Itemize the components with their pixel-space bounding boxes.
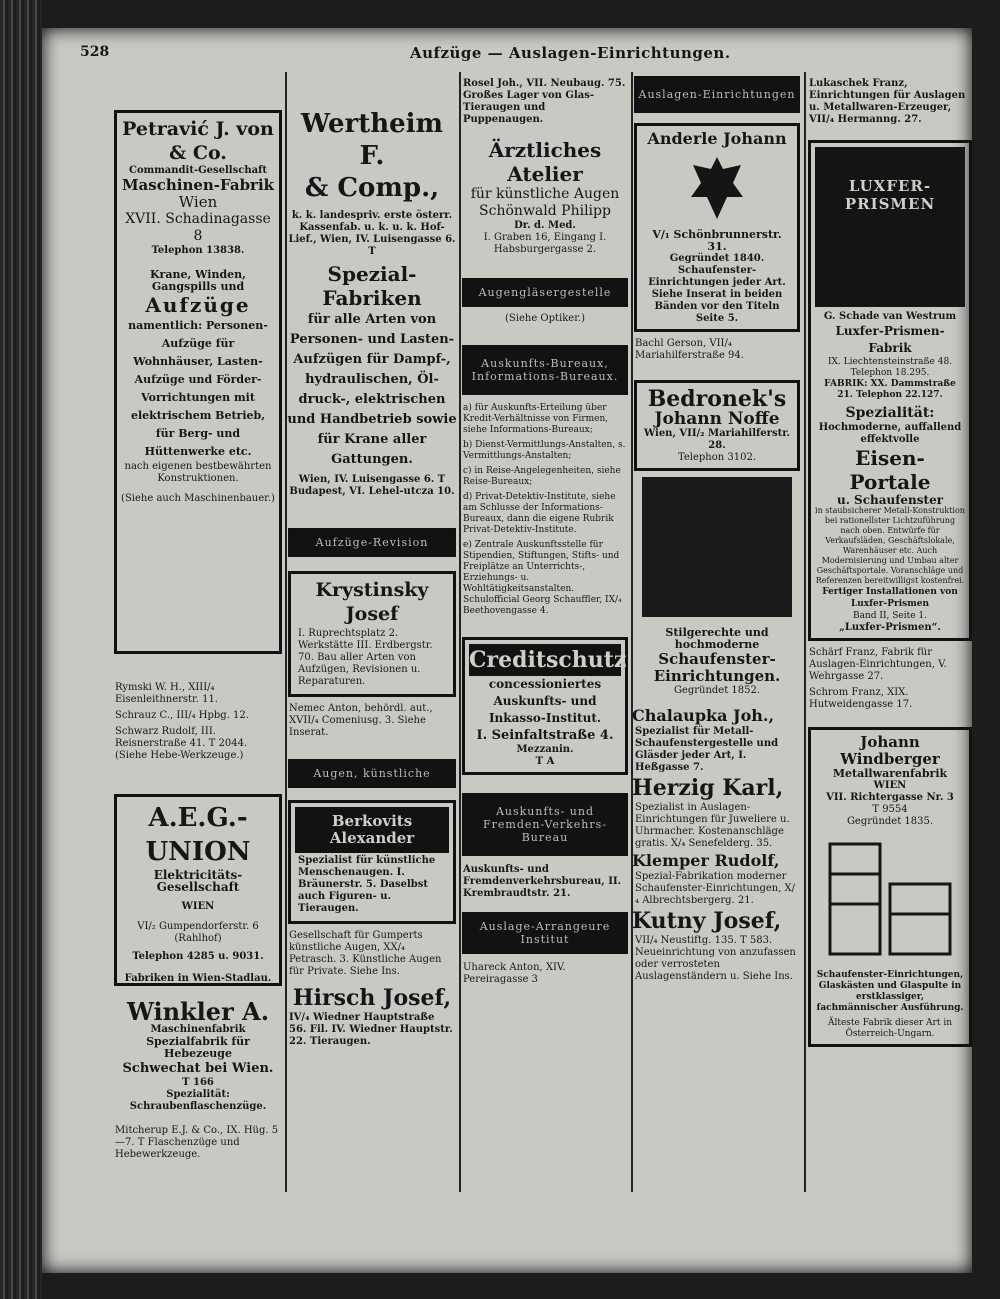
ad-title: Berkovits Alexander <box>295 807 449 853</box>
storefront-image <box>642 477 792 617</box>
ad-line: Dr. d. Med. <box>514 220 576 231</box>
list-item: a) für Auskunfts-Erteilung über Kredit-Verhältnisse von Firmen, siehe Informations-Bureaux; <box>463 403 609 435</box>
eagle-crest-icon <box>687 153 747 223</box>
ad-title: Krystinsky Josef <box>315 579 429 625</box>
ad-petravic <box>114 110 282 654</box>
ad-address: I. Seinfaltstraße 4. <box>476 728 614 743</box>
ad-subtitle: Commandit-Gesellschaft <box>129 165 267 176</box>
ad-line: Gegründet 1840. <box>669 253 765 264</box>
ad-body: IV/₄ Wiedner Hauptstraße 56. Fil. IV. Wiedner Hauptstr. 22. Tieraugen. <box>289 1012 453 1047</box>
ad-line: Fertiger Installationen von Luxfer-Prismen <box>822 587 958 609</box>
ad-city: WIEN <box>181 901 215 912</box>
list-item: d) Privat-Detektiv-Institute, siehe am Schlusse der Informations-Bureaux, dann die eigene Rubrik Privat-Detektiv-Institute. <box>463 492 616 535</box>
ad-body: nach eigenen bestbewährten Konstruktionen. <box>124 461 272 484</box>
entry: Auskunfts- und Fremdenverkehrsbureau, II. Krembraudtstr. 21. <box>463 864 622 899</box>
ad-anderle <box>634 123 800 332</box>
ad-title: Luxfer-Prismen-Fabrik <box>835 324 945 355</box>
ad-line: Spezialfabrik für Hebezeuge <box>146 1035 250 1060</box>
entry: Gesellschaft für Gumperts künstliche Augen, XX/₄ Petrasch. 3. Künstliche Augen für Private. Siehe Ins. <box>289 930 442 977</box>
column-3 <box>460 70 630 1190</box>
ad-winkler <box>112 997 284 1113</box>
ad-subtitle: Maschinenfabrik <box>150 1024 246 1035</box>
ad-headline: Aufzüge <box>145 293 251 317</box>
ad-line: Wien <box>178 193 218 211</box>
ad-reference: Siehe Inserat in beiden Bänden vor den Titeln Seite 5. <box>651 289 783 324</box>
ad-body: Schaufenster-Einrichtungen jeder Art. <box>648 265 786 288</box>
ad-title: Bedronek's <box>647 386 787 412</box>
entry: Schwarz Rudolf, III. Reisnerstraße 41. T 2044. (Siehe Hebe-Werkzeuge.) <box>115 726 248 761</box>
ad-title: Chalaupka Joh., <box>632 706 775 725</box>
ad-subtitle: Elektricitäts-Gesellschaft <box>153 868 243 894</box>
ad-line: u. Schaufenster <box>836 493 944 507</box>
entry: Mitcherup E.J. & Co., IX. Hüg. 5—7. T Flaschenzüge und Hebewerkzeuge. <box>115 1125 279 1160</box>
section-heading: Augen, künstliche <box>288 759 456 788</box>
ad-line: „Luxfer-Prismen“. <box>839 622 941 633</box>
ad-bedronek <box>634 380 800 471</box>
ad-title: Anderle Johann <box>647 129 787 148</box>
ad-line: Gegründet 1835. <box>846 816 934 827</box>
ad-address: Wien, VII/₂ Mariahilferstr. 28. <box>643 428 791 451</box>
ad-address: VI/₂ Gumpendorferstr. 6 (Rahlhof) <box>137 921 259 944</box>
ad-chalaupka <box>632 707 802 776</box>
ad-title: Ärztliches Atelier <box>488 138 602 186</box>
ad-luxfer <box>808 140 972 641</box>
ad-title: Herzig Karl, <box>632 775 784 801</box>
ad-stil <box>632 627 802 697</box>
ad-line: Spezialität: <box>845 405 935 421</box>
ad-reference: (Siehe auch Maschinenbauer.) <box>121 493 275 504</box>
ad-phone: T A <box>535 756 555 767</box>
ad-body: Schaufenster-Einrichtungen, Glaskästen und Glaspulte in erstklassiger, fachmännischer Ausführung. <box>816 970 964 1013</box>
ad-line: Stilgerechte und hochmoderne <box>665 626 769 651</box>
ad-hirsch <box>286 986 458 1050</box>
ad-herzig <box>632 776 802 852</box>
ad-address: I. Graben 16, Eingang I. Habsburgergasse 2. <box>483 232 607 255</box>
list-item: c) in Reise-Angelegenheiten, siehe Reise-Bureaux; <box>463 466 621 487</box>
ad-atelier <box>460 138 630 256</box>
ad-kutny <box>632 909 802 985</box>
section-heading: Aufzüge-Revision <box>288 528 456 557</box>
ad-title: A.E.G.-UNION <box>145 803 251 867</box>
ad-headline: Eisen-Portale <box>849 446 931 494</box>
column-5 <box>806 70 974 1190</box>
entry: Lukaschek Franz, Einrichtungen für Auslagen u. Metallwaren-Erzeuger, VII/₄ Hermanng. 27. <box>809 78 966 125</box>
list-item: e) Zentrale Auskunftsstelle für Stipendien, Stiftungen, Stifts- und Freiplätze an Unterrichts-, Erziehungs- u. Wohltätigkeitsanstalten. Schulofficial Georg Schauffler, IX/₄ Beethovengasse 4. <box>463 540 622 616</box>
ad-windberger <box>808 727 972 1047</box>
entry: Schärf Franz, Fabrik für Auslagen-Einrichtungen, V. Wehrgasse 27. <box>809 647 947 682</box>
ad-phone: Telephon 13838. <box>151 245 245 256</box>
ad-body: Spezialist in Auslagen-Einrichtungen für Juweliere u. Uhrmacher. Kostenanschläge gratis. X/₄ Senefelderg. 35. <box>635 802 790 849</box>
ad-body: in staubsicherer Metall-Konstruktion bei rationellster Lichtzuführung nach oben. Entwürfe für Verkaufsläden, Geschäftslokale, Warenhäuser etc. Auch Modernisierung und Umbau alter Geschäftsportale. Voranschläge und Referenzen bereitwilligst kostenfrei. <box>815 506 965 585</box>
ad-city: WIEN <box>873 780 907 791</box>
entry: Schrauz C., III/₄ Hpbg. 12. <box>115 710 249 721</box>
ad-body: Spezialität: Schraubenflaschenzüge. <box>129 1089 267 1112</box>
column-4 <box>632 70 802 1190</box>
reference: (Siehe Optiker.) <box>505 313 585 324</box>
section-heading: Auskunfts-Bureaux, Informations-Bureaux. <box>462 345 628 395</box>
ad-line: Schönwald Philipp <box>479 203 611 219</box>
ad-body: Spezialist für Metall-Schaufenstergestelle und Gläsder jeder Art, I. Heßgasse 7. <box>635 726 779 773</box>
ad-phone: T 9554 <box>872 804 908 815</box>
ad-logo: LUXFER-PRISMEN <box>815 147 965 307</box>
column-1 <box>112 70 284 1190</box>
ad-body: Spezialist für künstliche Menschenaugen. I. Bräunerstr. 5. Daselbst auch Figuren- u. Tieraugen. <box>298 855 436 914</box>
ad-body: Fabriken in Wien-Stadlau. <box>124 973 272 984</box>
entry: Rymski W. H., XIII/₄ Eisenleithnerstr. 11. <box>115 682 218 705</box>
ad-krystinsky <box>288 571 456 697</box>
ad-line: Schwechat bei Wien. <box>122 1061 274 1076</box>
ad-title: & Comp., <box>304 173 440 203</box>
ad-wertheim <box>286 108 458 498</box>
ad-subtitle: Metallwarenfabrik <box>832 767 948 780</box>
ad-creditschutz <box>462 637 628 775</box>
entry: Bachl Gerson, VII/₄ Mariahilferstraße 94. <box>635 338 744 361</box>
ad-subtitle: für künstliche Augen <box>470 186 620 202</box>
page-header <box>80 44 960 68</box>
ad-title: Klemper Rudolf, <box>632 851 780 870</box>
display-rack-icon <box>820 834 960 964</box>
ad-headline: Spezial-Fabriken <box>322 262 422 310</box>
entry: Uhareck Anton, XIV. Pereiragasse 3 <box>463 962 566 985</box>
ad-title: Winkler A. <box>126 997 270 1026</box>
ad-klemper <box>632 852 802 909</box>
section-heading: Auslagen-Einrichtungen <box>634 76 800 113</box>
section-heading: Auskunfts- und Fremden-Verkehrs-Bureau <box>462 793 628 856</box>
ad-phone: Telephon 4285 u. 9031. <box>132 951 264 962</box>
ad-line: Maschinen-Fabrik <box>121 176 275 194</box>
entry: Rosel Joh., VII. Neubaug. 75. Großes Lager von Glas-Tieraugen und Puppenaugen. <box>463 78 626 125</box>
ad-body: Spezial-Fabrikation moderner Schaufenster-Einrichtungen, X/₄ Albrechtsbergerg. 21. <box>635 871 796 906</box>
section-heading: Augengläsergestelle <box>462 278 628 307</box>
entry: Schrom Franz, XIX. Hutweidengasse 17. <box>809 687 913 710</box>
ad-title: Kutny Josef, <box>632 908 782 934</box>
ad-address: Wien, IV. Luisengasse 6. T <box>298 474 446 485</box>
ad-title: Johann Noffe <box>654 409 780 429</box>
ad-title: Petravić J. von & Co. <box>122 118 274 164</box>
ad-subtitle: concessioniertes Auskunfts- und Inkasso-Institut. <box>488 677 602 725</box>
ad-title: Creditschutz <box>469 644 621 676</box>
page-number: 528 <box>80 44 110 60</box>
entry: Nemec Anton, behördl. aut., XVII/₄ Comeniusg. 3. Siehe Inserat. <box>289 703 433 738</box>
ad-line: Hochmoderne, auffallend effektvolle <box>818 422 962 445</box>
ad-address: IX. Liechtensteinstraße 48. Telephon 18.295. <box>827 357 953 378</box>
ad-address: Budapest, VI. Lehel-utcza 10. <box>289 486 455 497</box>
ad-body: I. Ruprechtsplatz 2. Werkstätte III. Erdbergstr. 70. Bau aller Arten von Aufzügen, Revisionen u. Reparaturen. <box>298 628 433 687</box>
ad-phone: T 166 <box>182 1077 214 1088</box>
ad-body: Krane, Winden, Gangspills und <box>150 268 246 293</box>
ad-berkovits <box>288 800 456 924</box>
ad-line: G. Schade van Westrum <box>823 311 957 322</box>
page-title: Aufzüge — Auslagen-Einrichtungen. <box>410 44 731 62</box>
ad-body: für alle Arten von Personen- und Lasten-Aufzügen für Dampf-, hydraulischen, Öl-druck-, elektrischen und Handbetrieb sowie für Krane aller Gattungen. <box>287 312 457 467</box>
ad-body: Älteste Fabrik dieser Art in Österreich-Ungarn. <box>827 1018 953 1039</box>
ad-title: Hirsch Josef, <box>292 985 452 1011</box>
ad-address: V/₁ Schönbrunnerstr. 31. <box>652 228 782 253</box>
ad-address: XVII. Schadinagasse 8 <box>125 211 271 244</box>
ad-body: namentlich: Personen-Aufzüge für Wohnhäuser, Lasten-Aufzüge und Förder-Vorrichtungen mit elektrischem Betrieb, für Berg- und Hüttenwerke etc. <box>128 319 268 458</box>
ad-headline: Schaufenster-Einrichtungen. <box>653 650 781 685</box>
ad-phone: Telephon 3102. <box>677 452 757 463</box>
column-2 <box>286 70 458 1190</box>
book-edge <box>0 0 42 1299</box>
ad-line: Mezzanin. <box>516 744 574 755</box>
ad-reference: Band II, Seite 1. <box>853 611 927 621</box>
ad-address: FABRIK: XX. Dammstraße 21. Telephon 22.127. <box>824 379 956 400</box>
list-item: b) Dienst-Vermittlungs-Anstalten, s. Vermittlungs-Anstalten; <box>463 440 626 461</box>
ad-address: VII. Richtergasse Nr. 3 <box>826 792 954 803</box>
ad-title: Wertheim F. <box>300 109 444 171</box>
ad-body: VII/₄ Neustiftg. 135. T 583. Neueinrichtung von anzufassen oder verrosteten Auslagenständern u. Siehe Ins. <box>635 935 796 982</box>
ad-aeg-union <box>114 794 282 986</box>
ad-line: Gegründet 1852. <box>673 685 761 696</box>
ad-subtitle: k. k. landespriv. erste österr. Kassenfab. u. k. u. k. Hof-Lief., Wien, IV. Luisengasse 6. T <box>288 210 456 257</box>
section-heading: Auslage-Arrangeure Institut <box>462 912 628 954</box>
ad-title: Johann Windberger <box>840 733 940 768</box>
